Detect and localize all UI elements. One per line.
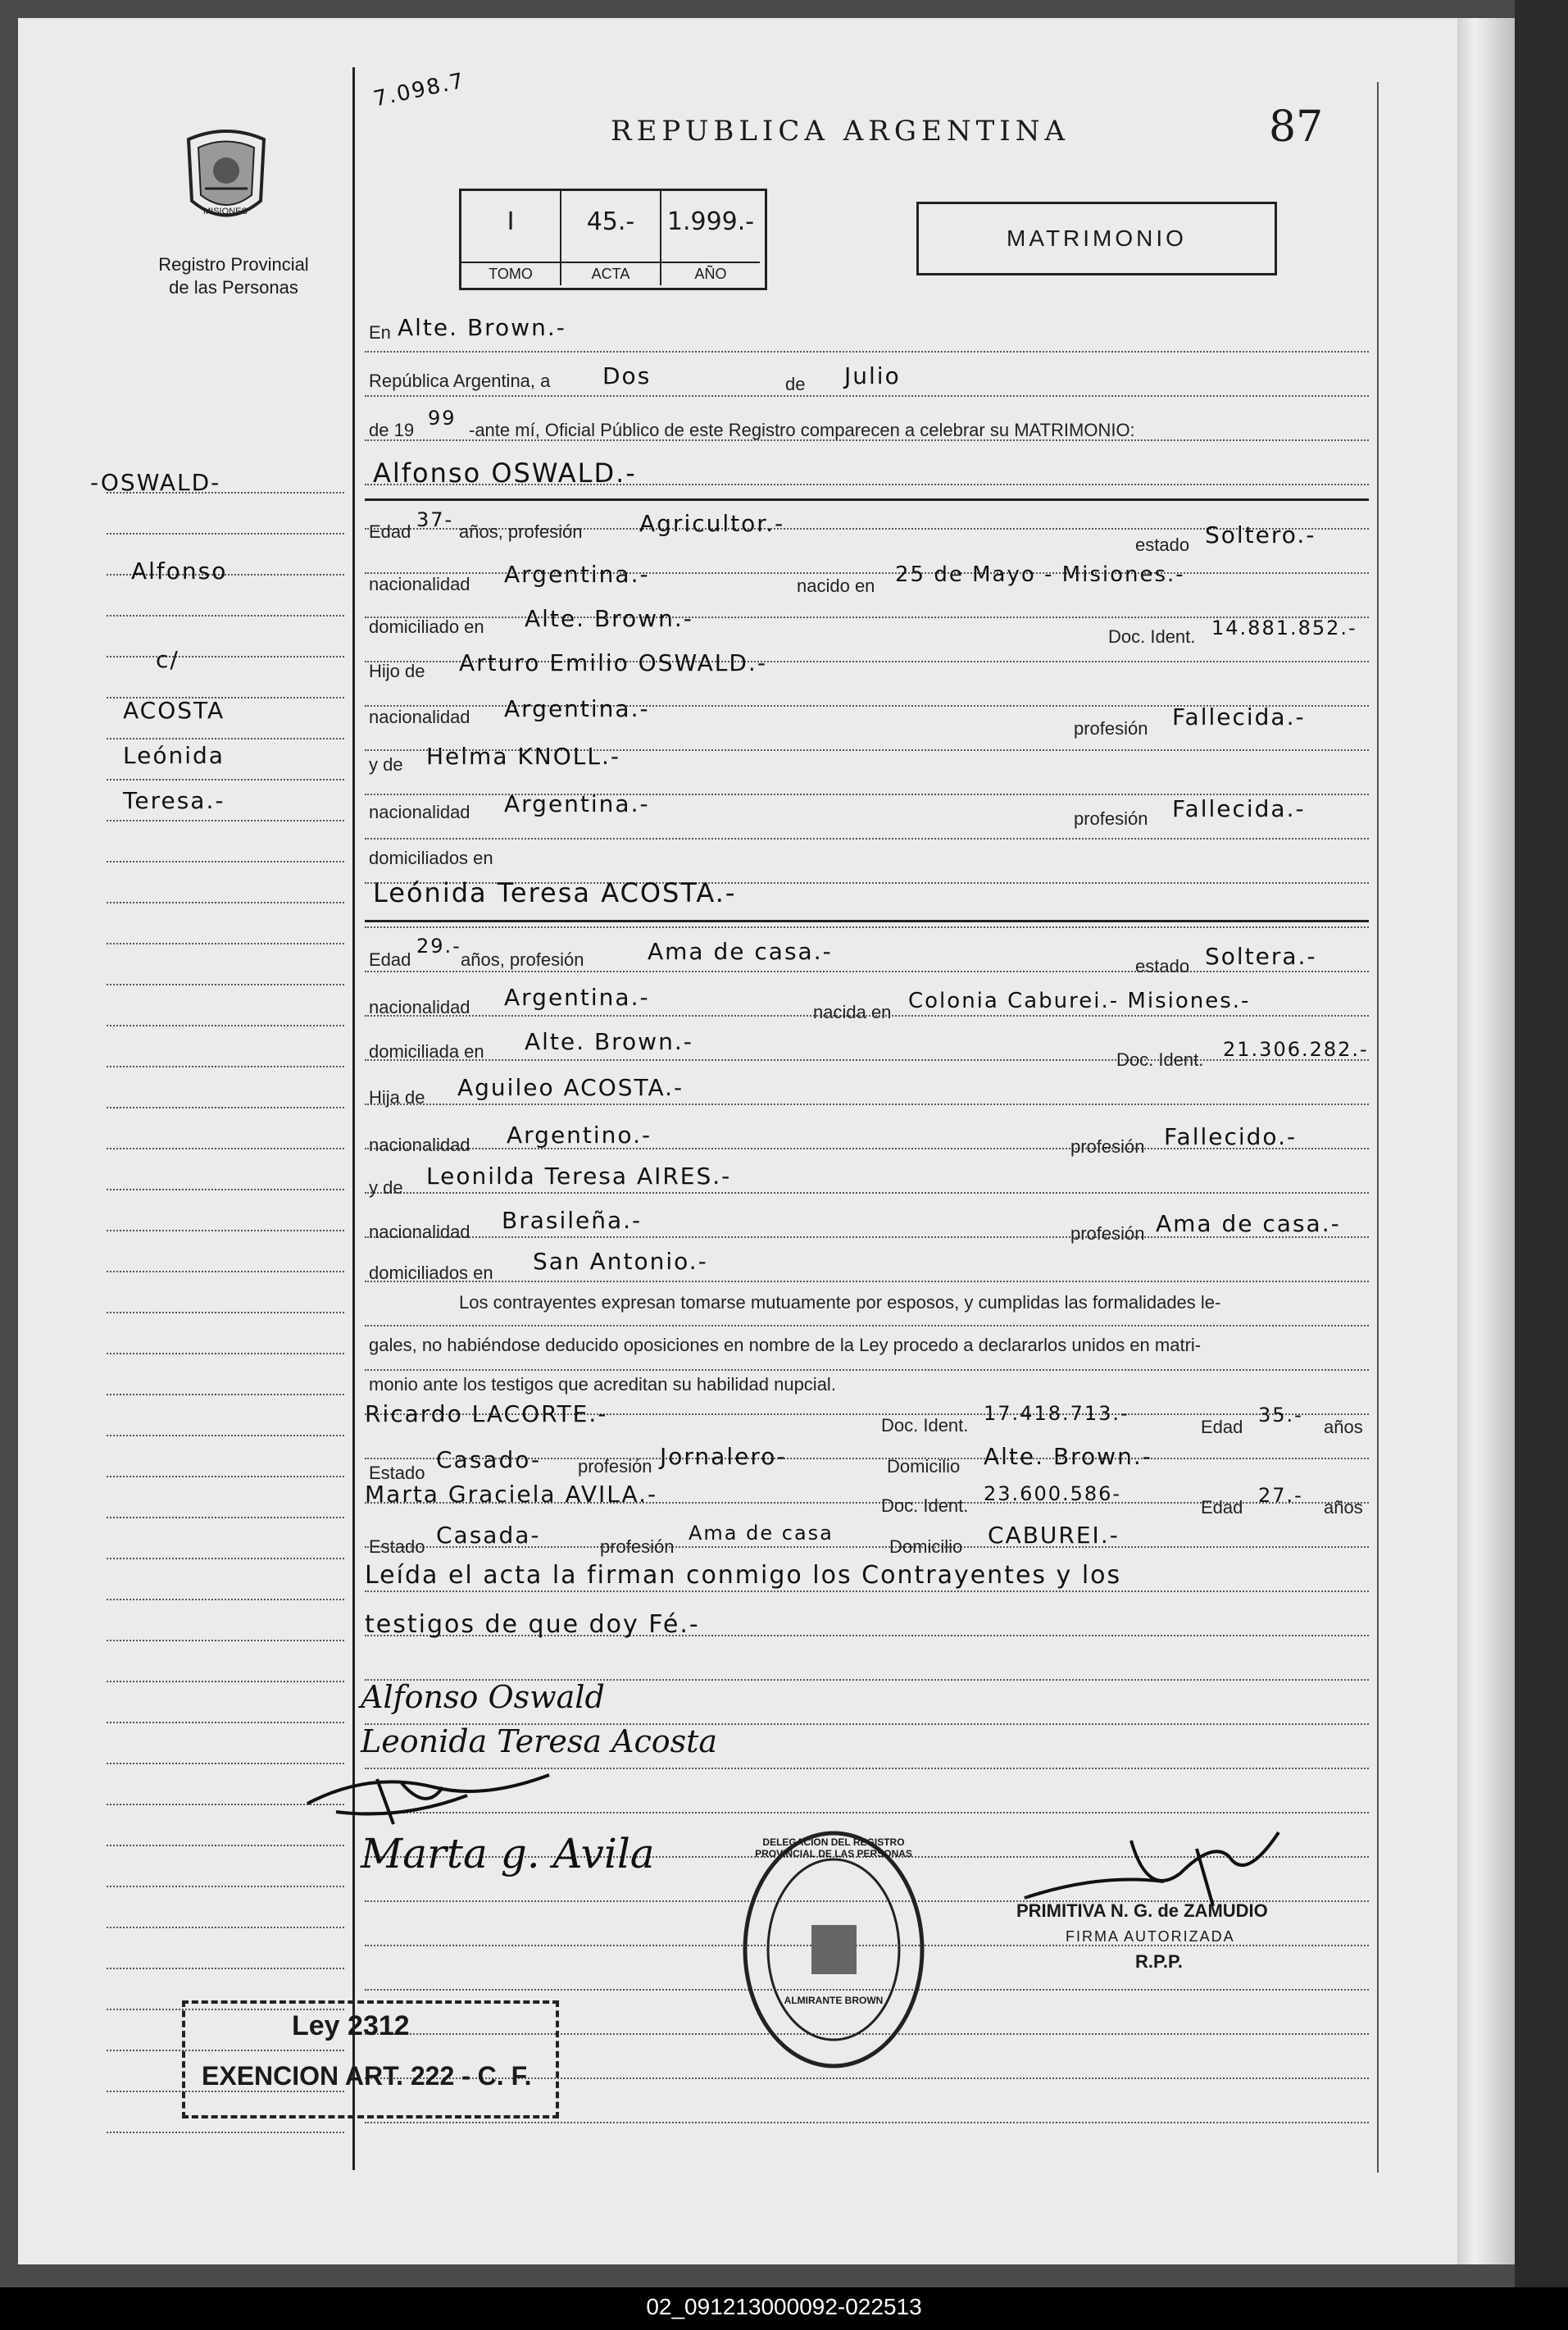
ruled-line <box>365 351 1369 353</box>
groom-fprof-label: profesión <box>1074 718 1148 739</box>
round-stamp-seal <box>739 1827 928 2073</box>
ano-label: AÑO <box>661 262 760 283</box>
bride-doms-label: domiciliados en <box>369 1263 493 1283</box>
witness2-dom-label: Domicilio <box>889 1536 963 1557</box>
witness1-domicile: Alte. Brown.- <box>984 1443 1152 1470</box>
signature-bride: Leonida Teresa Acosta <box>361 1723 718 1759</box>
signature-witness2: Marta g. Avila <box>361 1830 655 1877</box>
groom-anos-label: años, profesión <box>459 521 583 542</box>
groom-yde-label: y de <box>369 754 403 775</box>
bride-domicile: Alte. Brown.- <box>525 1028 693 1055</box>
groom-estado: Soltero.- <box>1205 521 1316 548</box>
margin-ruled-line <box>107 1476 344 1477</box>
margin-ruled-line <box>107 1886 344 1887</box>
footer-bar <box>0 2287 1568 2330</box>
groom-birthplace: 25 de Mayo - Misiones.- <box>895 562 1185 587</box>
seal-text: MISIONES <box>203 207 248 216</box>
round-stamp-inner: ALMIRANTE BROWN <box>784 1995 884 2006</box>
witness2-estado: Casada- <box>436 1522 541 1549</box>
groom-doc: 14.881.852.- <box>1211 617 1357 639</box>
closing-line1: Leída el acta la firman conmigo los Contrayentes y los <box>365 1561 1122 1590</box>
witness1-doc-label: Doc. Ident. <box>881 1415 969 1436</box>
ley-line1: Ley 2312 <box>292 2010 410 2041</box>
tomo-value: I <box>507 207 515 236</box>
witness1-age: 35.- <box>1258 1404 1303 1427</box>
comparecen-text: -ante mí, Oficial Público de este Registro comparecen a celebrar su MATRIMONIO: <box>469 420 1135 440</box>
groom-separator <box>365 498 1369 501</box>
witness1-doc: 17.418.713.- <box>984 1402 1129 1425</box>
bride-estado-label: estado <box>1135 956 1190 976</box>
groom-father: Arturo Emilio OSWALD.- <box>459 649 767 676</box>
margin-ruled-line <box>107 1435 344 1436</box>
ruled-line <box>365 1104 1369 1105</box>
year-prefix: de 19 <box>369 420 415 440</box>
ruled-line <box>365 1281 1369 1282</box>
ruled-line <box>365 1369 1369 1371</box>
place-value: Alte. Brown.- <box>398 314 566 341</box>
margin-ruled-line <box>107 1394 344 1395</box>
right-border <box>1377 82 1379 2173</box>
witness2-anos-label: años <box>1324 1497 1363 1518</box>
groom-nacido-label: nacido en <box>797 576 875 596</box>
ruled-line <box>365 926 1369 928</box>
margin-ruled-line <box>107 1968 344 1969</box>
tomo-cell <box>461 191 561 285</box>
groom-profession: Agricultor.- <box>639 510 785 537</box>
margin-ruled-line <box>107 1927 344 1928</box>
pencil-note: 7.098.7 <box>371 68 468 112</box>
witness1-prof-label: profesión <box>578 1456 652 1477</box>
margin-ruled-line <box>107 738 344 740</box>
margin-ruled-line <box>107 2132 344 2133</box>
groom-nac-label: nacionalidad <box>369 574 470 594</box>
groom-domicile: Alte. Brown.- <box>525 605 693 632</box>
bride-birthplace: Colonia Caburei.- Misiones.- <box>908 989 1251 1013</box>
witness2-name: Marta Graciela AVILA.- <box>365 1481 658 1508</box>
bride-mprof-label: profesión <box>1070 1223 1145 1244</box>
official-name: PRIMITIVA N. G. de ZAMUDIO <box>1016 1900 1268 1921</box>
province-seal <box>180 123 272 230</box>
margin-ruled-line <box>107 861 344 862</box>
margin-ruled-line <box>107 1066 344 1067</box>
margin-ruled-line <box>107 1558 344 1559</box>
margin-ruled-line <box>107 1230 344 1231</box>
margin-ruled-line <box>107 1517 344 1518</box>
witness2-doc-label: Doc. Ident. <box>881 1495 969 1516</box>
margin-ruled-line <box>107 1271 344 1272</box>
republica-label: República Argentina, a <box>369 371 551 391</box>
margin-name2b: Teresa.- <box>123 787 225 814</box>
bride-nationality: Argentina.- <box>504 984 650 1011</box>
bride-father-profession: Fallecido.- <box>1164 1123 1298 1150</box>
tomo-label: TOMO <box>461 262 560 283</box>
ley-stamp <box>182 2000 559 2118</box>
bride-edad-label: Edad <box>369 949 411 970</box>
bride-age: 29.- <box>416 935 461 958</box>
ruled-line <box>365 2122 1369 2123</box>
margin-ruled-line <box>107 1148 344 1149</box>
bride-parents-domicile: San Antonio.- <box>533 1248 708 1275</box>
bride-yde-label: y de <box>369 1177 403 1198</box>
groom-name: Alfonso OSWALD.- <box>373 457 637 489</box>
margin-conjunction: c/ <box>156 646 180 673</box>
bride-mother: Leonilda Teresa AIRES.- <box>426 1163 732 1190</box>
page-number: 87 <box>1269 102 1324 152</box>
margin-ruled-line <box>107 656 344 658</box>
bride-nac-label: nacionalidad <box>369 997 470 1017</box>
groom-doc-label: Doc. Ident. <box>1108 626 1196 647</box>
bride-father-nationality: Argentino.- <box>507 1122 652 1149</box>
acta-label: ACTA <box>561 262 660 283</box>
witness2-prof-label: profesión <box>600 1536 675 1557</box>
margin-ruled-line <box>107 1722 344 1723</box>
bride-doc-label: Doc. Ident. <box>1116 1049 1204 1070</box>
signature-witness1-scribble <box>303 1763 557 1828</box>
margin-surname: -OSWALD- <box>90 469 221 496</box>
groom-mother-profession: Fallecida.- <box>1172 795 1306 822</box>
country-title: REPUBLICA ARGENTINA <box>611 115 1070 148</box>
margin-ruled-line <box>107 533 344 535</box>
year-suffix: 99 <box>428 407 457 430</box>
document-type: MATRIMONIO <box>1007 225 1187 251</box>
groom-fnac-label: nacionalidad <box>369 707 470 727</box>
groom-nationality: Argentina.- <box>504 561 650 588</box>
margin-ruled-line <box>107 943 344 944</box>
acta-value: 45.- <box>586 207 635 236</box>
groom-mprof-label: profesión <box>1074 808 1148 829</box>
official-title: FIRMA AUTORIZADA <box>1066 1928 1235 1945</box>
witness1-profession: Jornalero- <box>660 1443 787 1470</box>
record-box <box>459 189 767 290</box>
ruled-line <box>365 1325 1369 1327</box>
de-label: de <box>785 374 806 394</box>
witness2-profession: Ama de casa <box>689 1522 834 1545</box>
margin-surname2: ACOSTA <box>123 697 225 724</box>
official-abbr: R.P.P. <box>1135 1951 1183 1972</box>
bride-mother-profession: Ama de casa.- <box>1156 1210 1341 1237</box>
bride-dom-label: domiciliada en <box>369 1041 484 1062</box>
declaration-line2: gales, no habiéndose deducido oposiciones en nombre de la Ley procedo a declararlos unidos en matri- <box>369 1335 1202 1355</box>
ruled-line <box>365 395 1369 397</box>
margin-ruled-line <box>107 1312 344 1313</box>
margin-ruled-line <box>107 615 344 617</box>
margin-ruled-line <box>107 779 344 780</box>
margin-name2a: Leónida <box>123 742 225 769</box>
registry-line1: Registro Provincial <box>158 254 309 275</box>
witness2-doc: 23.600.586- <box>984 1482 1122 1505</box>
registry-line2: de las Personas <box>169 277 298 298</box>
round-stamp <box>739 1827 928 2073</box>
groom-doms-label: domiciliados en <box>369 848 493 868</box>
witness1-name: Ricardo LACORTE.- <box>365 1400 608 1427</box>
document-type-box <box>916 202 1277 275</box>
margin-ruled-line <box>107 1107 344 1108</box>
margin-ruled-line <box>107 902 344 903</box>
witness1-estado: Casado- <box>436 1446 541 1473</box>
bride-nacida-label: nacida en <box>813 1002 892 1022</box>
bride-profession: Ama de casa.- <box>648 938 833 965</box>
ruled-line <box>365 1192 1369 1194</box>
bride-anos-label: años, profesión <box>461 949 584 970</box>
witness1-edad-label: Edad <box>1201 1417 1243 1437</box>
ruled-line <box>365 838 1369 840</box>
witness1-dom-label: Domicilio <box>887 1456 961 1477</box>
en-label: En <box>369 322 391 343</box>
margin-ruled-line <box>107 1640 344 1641</box>
margin-ruled-line <box>107 1189 344 1190</box>
declaration-line1: Los contrayentes expresan tomarse mutuamente por esposos, y cumplidas las formalidades le- <box>459 1292 1221 1313</box>
bride-mnac-label: nacionalidad <box>369 1222 470 1242</box>
round-stamp-outer: DELEGACION DEL REGISTRO PROVINCIAL DE LAS PERSONAS <box>755 1836 912 1859</box>
groom-mother: Helma KNOLL.- <box>426 743 620 770</box>
groom-age: 37- <box>416 508 454 531</box>
book-spine <box>1515 0 1568 2330</box>
groom-mnac-label: nacionalidad <box>369 802 470 822</box>
groom-edad-label: Edad <box>369 521 411 542</box>
ano-value: 1.999.- <box>666 207 755 236</box>
margin-ruled-line <box>107 1599 344 1600</box>
declaration-line3: monio ante los testigos que acreditan su habilidad nupcial. <box>369 1374 836 1395</box>
acta-cell <box>561 191 661 285</box>
groom-estado-label: estado <box>1135 535 1190 555</box>
groom-father-profession: Fallecida.- <box>1172 703 1306 730</box>
bride-fnac-label: nacionalidad <box>369 1135 470 1155</box>
bride-estado: Soltera.- <box>1205 943 1317 970</box>
bride-fprof-label: profesión <box>1070 1136 1145 1157</box>
bride-separator <box>365 920 1369 922</box>
margin-ruled-line <box>107 820 344 821</box>
witness2-estado-label: Estado <box>369 1536 425 1557</box>
bride-doc: 21.306.282.- <box>1223 1038 1369 1061</box>
margin-name: Alfonso <box>131 557 228 585</box>
margin-ruled-line <box>107 1845 344 1846</box>
bride-name: Leónida Teresa ACOSTA.- <box>373 877 737 908</box>
bride-hija-label: Hija de <box>369 1087 425 1108</box>
bride-father: Aguileo ACOSTA.- <box>457 1074 684 1101</box>
witness1-anos-label: años <box>1324 1417 1363 1437</box>
ruled-line <box>365 971 1369 972</box>
margin-ruled-line <box>107 1681 344 1682</box>
closing-line2: testigos de que doy Fé.- <box>365 1610 700 1639</box>
groom-mother-nationality: Argentina.- <box>504 790 650 817</box>
groom-dom-label: domiciliado en <box>369 617 484 637</box>
groom-hijo-label: Hijo de <box>369 661 425 681</box>
margin-ruled-line <box>107 1025 344 1026</box>
witness1-estado-label: Estado <box>369 1463 425 1483</box>
signature-groom: Alfonso Oswald <box>361 1679 605 1715</box>
file-id: 02_091213000092-022513 <box>646 2294 922 2319</box>
ruled-line <box>365 1059 1369 1061</box>
day-value: Dos <box>602 362 652 389</box>
margin-ruled-line <box>107 984 344 985</box>
witness2-domicile: CABUREI.- <box>988 1522 1120 1549</box>
margin-divider <box>352 67 355 2170</box>
ano-cell <box>661 191 760 285</box>
witness2-edad-label: Edad <box>1201 1497 1243 1518</box>
groom-father-nationality: Argentina.- <box>504 695 650 722</box>
book-binding <box>1457 18 1515 2264</box>
bride-mother-nationality: Brasileña.- <box>502 1207 643 1234</box>
margin-ruled-line <box>107 1353 344 1354</box>
month-value: Julio <box>844 362 901 389</box>
ruled-line <box>365 1590 1369 1592</box>
ley-line2: EXENCION ART. 222 - C. F. <box>202 2061 532 2091</box>
witness2-age: 27.- <box>1258 1484 1303 1507</box>
